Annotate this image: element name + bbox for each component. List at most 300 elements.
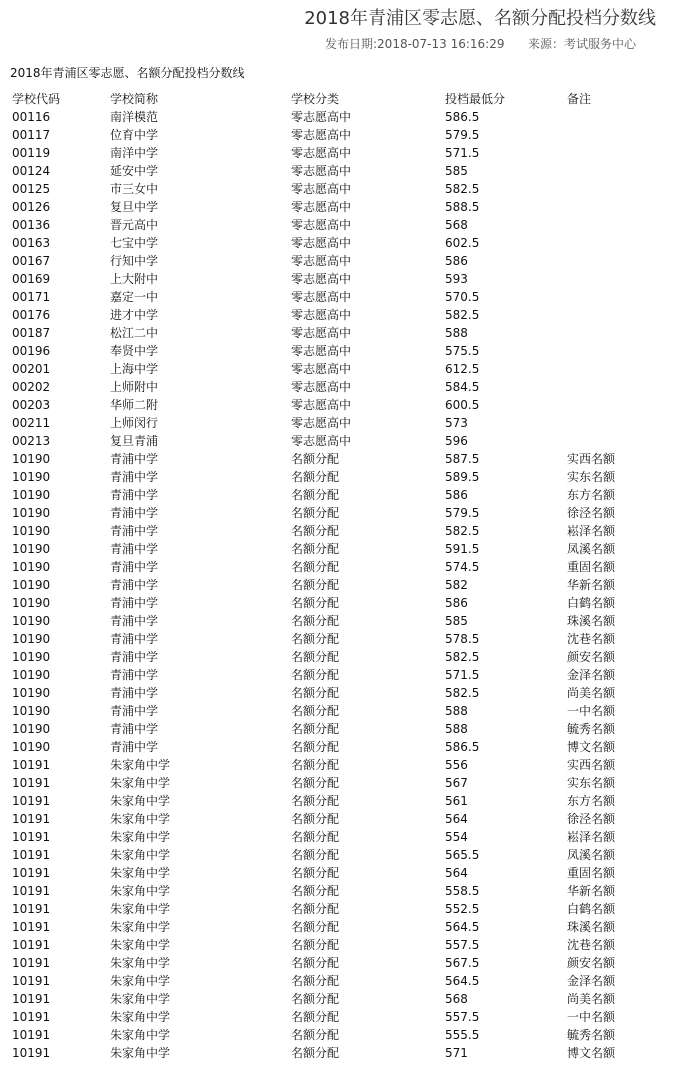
cell-school-name: 朱家角中学 xyxy=(110,758,171,772)
cell-school-name: 青浦中学 xyxy=(110,740,159,754)
cell-school-type: 零志愿高中 xyxy=(291,254,352,268)
cell-min-score: 586 xyxy=(445,488,468,502)
table-row xyxy=(10,504,680,522)
cell-note: 毓秀名额 xyxy=(567,1028,616,1042)
cell-min-score: 564 xyxy=(445,866,468,880)
table-row xyxy=(10,468,680,486)
cell-school-name: 行知中学 xyxy=(110,254,159,268)
cell-min-score: 564.5 xyxy=(445,920,480,934)
cell-school-code: 10190 xyxy=(12,542,51,556)
cell-note: 一中名额 xyxy=(567,1010,616,1024)
table-row xyxy=(10,810,680,828)
cell-school-code: 10190 xyxy=(12,524,51,538)
cell-note: 尚美名额 xyxy=(567,686,616,700)
cell-min-score: 557.5 xyxy=(445,1010,480,1024)
cell-note: 金泽名额 xyxy=(567,974,616,988)
cell-school-name: 青浦中学 xyxy=(110,452,159,466)
cell-school-type: 名额分配 xyxy=(291,1046,340,1060)
cell-min-score: 588.5 xyxy=(445,200,480,214)
cell-min-score: 582.5 xyxy=(445,650,480,664)
cell-school-name: 朱家角中学 xyxy=(110,974,171,988)
cell-school-name: 青浦中学 xyxy=(110,578,159,592)
cell-school-code: 10191 xyxy=(12,974,51,988)
cell-school-name: 朱家角中学 xyxy=(110,938,171,952)
cell-school-name: 朱家角中学 xyxy=(110,956,171,970)
cell-school-type: 零志愿高中 xyxy=(291,236,352,250)
table-row xyxy=(10,666,680,684)
table-row xyxy=(10,324,680,342)
table-row xyxy=(10,972,680,990)
cell-school-type: 零志愿高中 xyxy=(291,308,352,322)
cell-school-code: 00202 xyxy=(12,380,51,394)
cell-min-score: 579.5 xyxy=(445,128,480,142)
cell-school-code: 00125 xyxy=(12,182,51,196)
cell-school-code: 10191 xyxy=(12,812,51,826)
source-label: 来源：考试服务中心 xyxy=(528,37,637,51)
cell-school-type: 名额分配 xyxy=(291,452,340,466)
cell-school-type: 零志愿高中 xyxy=(291,398,352,412)
cell-school-type: 零志愿高中 xyxy=(291,344,352,358)
cell-min-score: 573 xyxy=(445,416,468,430)
table-row xyxy=(10,1026,680,1044)
cell-note: 徐泾名额 xyxy=(567,506,616,520)
cell-note: 颜安名额 xyxy=(567,956,616,970)
cell-school-type: 名额分配 xyxy=(291,992,340,1006)
table-row xyxy=(10,702,680,720)
cell-min-score: 570.5 xyxy=(445,290,480,304)
table-row xyxy=(10,864,680,882)
header-school-code: 学校代码 xyxy=(12,92,61,106)
cell-min-score: 582 xyxy=(445,578,468,592)
cell-school-code: 10190 xyxy=(12,488,51,502)
cell-school-code: 00163 xyxy=(12,236,51,250)
cell-school-name: 朱家角中学 xyxy=(110,812,171,826)
cell-school-name: 复旦中学 xyxy=(110,200,159,214)
table-row xyxy=(10,954,680,972)
cell-school-code: 10191 xyxy=(12,956,51,970)
cell-school-name: 上大附中 xyxy=(110,272,159,286)
cell-school-name: 朱家角中学 xyxy=(110,866,171,880)
table-row xyxy=(10,900,680,918)
cell-note: 沈巷名额 xyxy=(567,632,616,646)
cell-school-name: 青浦中学 xyxy=(110,524,159,538)
cell-school-code: 00187 xyxy=(12,326,51,340)
cell-school-code: 00167 xyxy=(12,254,51,268)
cell-min-score: 588 xyxy=(445,722,468,736)
cell-school-type: 零志愿高中 xyxy=(291,110,352,124)
cell-school-type: 名额分配 xyxy=(291,704,340,718)
cell-school-type: 名额分配 xyxy=(291,956,340,970)
cell-school-type: 名额分配 xyxy=(291,506,340,520)
cell-school-type: 名额分配 xyxy=(291,830,340,844)
cell-school-code: 00169 xyxy=(12,272,51,286)
table-row xyxy=(10,234,680,252)
cell-note: 博文名额 xyxy=(567,740,616,754)
cell-school-name: 复旦青浦 xyxy=(110,434,159,448)
table-row xyxy=(10,432,680,450)
table-row xyxy=(10,558,680,576)
cell-min-score: 561 xyxy=(445,794,468,808)
cell-note: 白鹤名额 xyxy=(567,596,616,610)
table-row xyxy=(10,306,680,324)
cell-school-type: 名额分配 xyxy=(291,938,340,952)
table-row xyxy=(10,396,680,414)
table-row xyxy=(10,612,680,630)
cell-school-type: 零志愿高中 xyxy=(291,290,352,304)
cell-school-code: 10191 xyxy=(12,1046,51,1060)
cell-note: 东方名额 xyxy=(567,488,616,502)
cell-school-name: 朱家角中学 xyxy=(110,1010,171,1024)
cell-min-score: 591.5 xyxy=(445,542,480,556)
cell-school-name: 青浦中学 xyxy=(110,668,159,682)
cell-school-name: 青浦中学 xyxy=(110,488,159,502)
cell-school-type: 零志愿高中 xyxy=(291,164,352,178)
table-row xyxy=(10,270,680,288)
cell-min-score: 586 xyxy=(445,596,468,610)
cell-school-name: 青浦中学 xyxy=(110,704,159,718)
cell-note: 尚美名额 xyxy=(567,992,616,1006)
cell-min-score: 593 xyxy=(445,272,468,286)
cell-school-type: 名额分配 xyxy=(291,488,340,502)
cell-min-score: 586.5 xyxy=(445,110,480,124)
cell-school-code: 10190 xyxy=(12,668,51,682)
cell-school-type: 零志愿高中 xyxy=(291,146,352,160)
document-heading: 2018年青浦区零志愿、名额分配投档分数线 xyxy=(10,66,245,80)
cell-school-name: 青浦中学 xyxy=(110,470,159,484)
table-row xyxy=(10,360,680,378)
cell-note: 珠溪名额 xyxy=(567,920,616,934)
cell-school-code: 10190 xyxy=(12,560,51,574)
table-row xyxy=(10,792,680,810)
cell-school-type: 零志愿高中 xyxy=(291,182,352,196)
cell-school-type: 名额分配 xyxy=(291,1010,340,1024)
cell-note: 实西名额 xyxy=(567,452,616,466)
cell-min-score: 552.5 xyxy=(445,902,480,916)
cell-min-score: 571 xyxy=(445,1046,468,1060)
cell-min-score: 585 xyxy=(445,614,468,628)
cell-note: 博文名额 xyxy=(567,1046,616,1060)
table-row xyxy=(10,486,680,504)
cell-school-type: 名额分配 xyxy=(291,632,340,646)
cell-school-name: 朱家角中学 xyxy=(110,794,171,808)
cell-school-type: 零志愿高中 xyxy=(291,326,352,340)
cell-school-type: 名额分配 xyxy=(291,578,340,592)
table-row xyxy=(10,414,680,432)
cell-note: 颜安名额 xyxy=(567,650,616,664)
cell-school-type: 名额分配 xyxy=(291,866,340,880)
cell-school-type: 名额分配 xyxy=(291,668,340,682)
cell-school-code: 00116 xyxy=(12,110,51,124)
table-row xyxy=(10,828,680,846)
table-body xyxy=(10,108,680,1062)
cell-school-code: 10191 xyxy=(12,866,51,880)
table-row xyxy=(10,720,680,738)
cell-note: 白鹤名额 xyxy=(567,902,616,916)
table-row xyxy=(10,576,680,594)
table-row xyxy=(10,108,680,126)
cell-school-code: 10191 xyxy=(12,938,51,952)
cell-school-code: 00213 xyxy=(12,434,51,448)
cell-school-name: 朱家角中学 xyxy=(110,884,171,898)
cell-school-name: 青浦中学 xyxy=(110,686,159,700)
cell-school-code: 10190 xyxy=(12,704,51,718)
table-row xyxy=(10,288,680,306)
cell-school-type: 名额分配 xyxy=(291,812,340,826)
cell-school-name: 朱家角中学 xyxy=(110,992,171,1006)
cell-min-score: 555.5 xyxy=(445,1028,480,1042)
cell-school-name: 上师附中 xyxy=(110,380,159,394)
cell-school-code: 00117 xyxy=(12,128,51,142)
cell-school-code: 10191 xyxy=(12,830,51,844)
cell-school-type: 零志愿高中 xyxy=(291,218,352,232)
cell-note: 徐泾名额 xyxy=(567,812,616,826)
cell-school-name: 青浦中学 xyxy=(110,596,159,610)
cell-min-score: 584.5 xyxy=(445,380,480,394)
cell-min-score: 568 xyxy=(445,218,468,232)
cell-min-score: 582.5 xyxy=(445,686,480,700)
cell-school-code: 10190 xyxy=(12,578,51,592)
cell-note: 崧泽名额 xyxy=(567,524,616,538)
cell-min-score: 571.5 xyxy=(445,146,480,160)
cell-school-type: 名额分配 xyxy=(291,596,340,610)
cell-school-code: 10190 xyxy=(12,506,51,520)
cell-school-name: 上海中学 xyxy=(110,362,159,376)
cell-school-code: 10190 xyxy=(12,632,51,646)
cell-school-code: 10190 xyxy=(12,596,51,610)
cell-school-type: 名额分配 xyxy=(291,758,340,772)
cell-min-score: 602.5 xyxy=(445,236,480,250)
cell-school-name: 朱家角中学 xyxy=(110,776,171,790)
table-row xyxy=(10,1008,680,1026)
page-title: 2018年青浦区零志愿、名额分配投档分数线 xyxy=(304,8,656,29)
cell-school-type: 名额分配 xyxy=(291,974,340,988)
cell-school-code: 10190 xyxy=(12,452,51,466)
cell-school-code: 10190 xyxy=(12,614,51,628)
cell-min-score: 587.5 xyxy=(445,452,480,466)
cell-school-code: 10191 xyxy=(12,1028,51,1042)
cell-school-name: 晋元高中 xyxy=(110,218,159,232)
cell-school-name: 青浦中学 xyxy=(110,614,159,628)
cell-min-score: 612.5 xyxy=(445,362,480,376)
cell-note: 凤溪名额 xyxy=(567,848,616,862)
cell-school-type: 名额分配 xyxy=(291,650,340,664)
cell-note: 华新名额 xyxy=(567,578,616,592)
cell-school-type: 名额分配 xyxy=(291,740,340,754)
table-row xyxy=(10,774,680,792)
cell-school-code: 00196 xyxy=(12,344,51,358)
cell-note: 一中名额 xyxy=(567,704,616,718)
header-note: 备注 xyxy=(567,92,592,106)
cell-min-score: 556 xyxy=(445,758,468,772)
cell-school-type: 名额分配 xyxy=(291,776,340,790)
publish-date: 发布日期:2018-07-13 16:16:29 xyxy=(325,37,505,51)
cell-school-code: 10191 xyxy=(12,992,51,1006)
cell-min-score: 589.5 xyxy=(445,470,480,484)
cell-school-type: 名额分配 xyxy=(291,524,340,538)
cell-school-name: 朱家角中学 xyxy=(110,848,171,862)
table-row xyxy=(10,126,680,144)
cell-school-code: 00126 xyxy=(12,200,51,214)
cell-school-code: 00176 xyxy=(12,308,51,322)
table-row xyxy=(10,342,680,360)
cell-min-score: 575.5 xyxy=(445,344,480,358)
cell-school-code: 00211 xyxy=(12,416,51,430)
cell-school-name: 朱家角中学 xyxy=(110,1046,171,1060)
cell-school-code: 00136 xyxy=(12,218,51,232)
table-row xyxy=(10,594,680,612)
cell-school-code: 00171 xyxy=(12,290,51,304)
table-row xyxy=(10,846,680,864)
cell-school-code: 10190 xyxy=(12,722,51,736)
cell-school-name: 嘉定一中 xyxy=(110,290,159,304)
cell-min-score: 565.5 xyxy=(445,848,480,862)
table-row xyxy=(10,918,680,936)
cell-school-type: 名额分配 xyxy=(291,470,340,484)
table-row xyxy=(10,882,680,900)
cell-school-type: 零志愿高中 xyxy=(291,200,352,214)
cell-min-score: 554 xyxy=(445,830,468,844)
cell-school-code: 00201 xyxy=(12,362,51,376)
cell-school-code: 10190 xyxy=(12,740,51,754)
cell-school-code: 00119 xyxy=(12,146,51,160)
cell-school-name: 青浦中学 xyxy=(110,506,159,520)
cell-note: 凤溪名额 xyxy=(567,542,616,556)
cell-min-score: 579.5 xyxy=(445,506,480,520)
table-row xyxy=(10,1044,680,1062)
table-row xyxy=(10,738,680,756)
cell-school-name: 青浦中学 xyxy=(110,560,159,574)
cell-school-name: 延安中学 xyxy=(110,164,159,178)
cell-school-name: 朱家角中学 xyxy=(110,902,171,916)
cell-min-score: 564 xyxy=(445,812,468,826)
cell-school-name: 朱家角中学 xyxy=(110,830,171,844)
table-row xyxy=(10,162,680,180)
table-row xyxy=(10,990,680,1008)
cell-note: 实西名额 xyxy=(567,758,616,772)
table-row xyxy=(10,252,680,270)
table-row xyxy=(10,756,680,774)
header-school-name: 学校简称 xyxy=(110,92,159,106)
cell-school-name: 青浦中学 xyxy=(110,650,159,664)
cell-min-score: 564.5 xyxy=(445,974,480,988)
cell-school-type: 名额分配 xyxy=(291,848,340,862)
cell-min-score: 567.5 xyxy=(445,956,480,970)
cell-min-score: 596 xyxy=(445,434,468,448)
cell-school-type: 零志愿高中 xyxy=(291,380,352,394)
cell-school-code: 10190 xyxy=(12,470,51,484)
cell-min-score: 588 xyxy=(445,326,468,340)
cell-note: 实东名额 xyxy=(567,470,616,484)
cell-note: 沈巷名额 xyxy=(567,938,616,952)
cell-school-type: 零志愿高中 xyxy=(291,128,352,142)
cell-school-name: 奉贤中学 xyxy=(110,344,159,358)
cell-school-name: 市三女中 xyxy=(110,182,159,196)
cell-school-name: 进才中学 xyxy=(110,308,159,322)
table-row xyxy=(10,936,680,954)
table-row xyxy=(10,378,680,396)
cell-school-type: 名额分配 xyxy=(291,686,340,700)
cell-school-name: 松江二中 xyxy=(110,326,159,340)
cell-school-type: 名额分配 xyxy=(291,542,340,556)
cell-school-code: 10191 xyxy=(12,848,51,862)
cell-min-score: 582.5 xyxy=(445,308,480,322)
table-row xyxy=(10,522,680,540)
cell-school-code: 10191 xyxy=(12,794,51,808)
cell-note: 实东名额 xyxy=(567,776,616,790)
cell-school-name: 朱家角中学 xyxy=(110,920,171,934)
cell-note: 东方名额 xyxy=(567,794,616,808)
score-table xyxy=(10,90,680,1062)
table-row xyxy=(10,180,680,198)
cell-min-score: 582.5 xyxy=(445,524,480,538)
cell-school-type: 零志愿高中 xyxy=(291,416,352,430)
cell-note: 毓秀名额 xyxy=(567,722,616,736)
cell-school-name: 华师二附 xyxy=(110,398,159,412)
cell-school-name: 七宝中学 xyxy=(110,236,159,250)
cell-school-type: 名额分配 xyxy=(291,884,340,898)
cell-min-score: 582.5 xyxy=(445,182,480,196)
cell-note: 华新名额 xyxy=(567,884,616,898)
cell-min-score: 557.5 xyxy=(445,938,480,952)
cell-school-name: 青浦中学 xyxy=(110,542,159,556)
cell-min-score: 574.5 xyxy=(445,560,480,574)
cell-school-code: 10191 xyxy=(12,776,51,790)
cell-school-code: 10191 xyxy=(12,758,51,772)
cell-school-code: 10190 xyxy=(12,686,51,700)
cell-min-score: 588 xyxy=(445,704,468,718)
table-row xyxy=(10,648,680,666)
cell-min-score: 578.5 xyxy=(445,632,480,646)
cell-min-score: 586 xyxy=(445,254,468,268)
cell-school-type: 名额分配 xyxy=(291,920,340,934)
cell-note: 金泽名额 xyxy=(567,668,616,682)
cell-note: 崧泽名额 xyxy=(567,830,616,844)
table-row xyxy=(10,450,680,468)
table-row xyxy=(10,684,680,702)
cell-note: 珠溪名额 xyxy=(567,614,616,628)
cell-note: 重固名额 xyxy=(567,560,616,574)
cell-min-score: 558.5 xyxy=(445,884,480,898)
cell-min-score: 600.5 xyxy=(445,398,480,412)
cell-school-name: 朱家角中学 xyxy=(110,1028,171,1042)
table-row xyxy=(10,144,680,162)
cell-min-score: 571.5 xyxy=(445,668,480,682)
cell-school-name: 青浦中学 xyxy=(110,632,159,646)
cell-school-code: 10191 xyxy=(12,920,51,934)
cell-school-type: 名额分配 xyxy=(291,902,340,916)
header-school-type: 学校分类 xyxy=(291,92,340,106)
cell-school-type: 零志愿高中 xyxy=(291,434,352,448)
cell-school-code: 10191 xyxy=(12,1010,51,1024)
cell-school-type: 名额分配 xyxy=(291,1028,340,1042)
cell-school-code: 10190 xyxy=(12,650,51,664)
cell-min-score: 568 xyxy=(445,992,468,1006)
cell-note: 重固名额 xyxy=(567,866,616,880)
cell-school-name: 南洋模范 xyxy=(110,110,159,124)
table-row xyxy=(10,198,680,216)
table-row xyxy=(10,216,680,234)
table-row xyxy=(10,630,680,648)
cell-school-name: 南洋中学 xyxy=(110,146,159,160)
cell-school-type: 名额分配 xyxy=(291,560,340,574)
cell-school-name: 上师闵行 xyxy=(110,416,159,430)
cell-school-code: 10191 xyxy=(12,902,51,916)
cell-school-type: 零志愿高中 xyxy=(291,272,352,286)
cell-min-score: 567 xyxy=(445,776,468,790)
cell-school-name: 位育中学 xyxy=(110,128,159,142)
cell-school-code: 00124 xyxy=(12,164,51,178)
cell-school-code: 10191 xyxy=(12,884,51,898)
